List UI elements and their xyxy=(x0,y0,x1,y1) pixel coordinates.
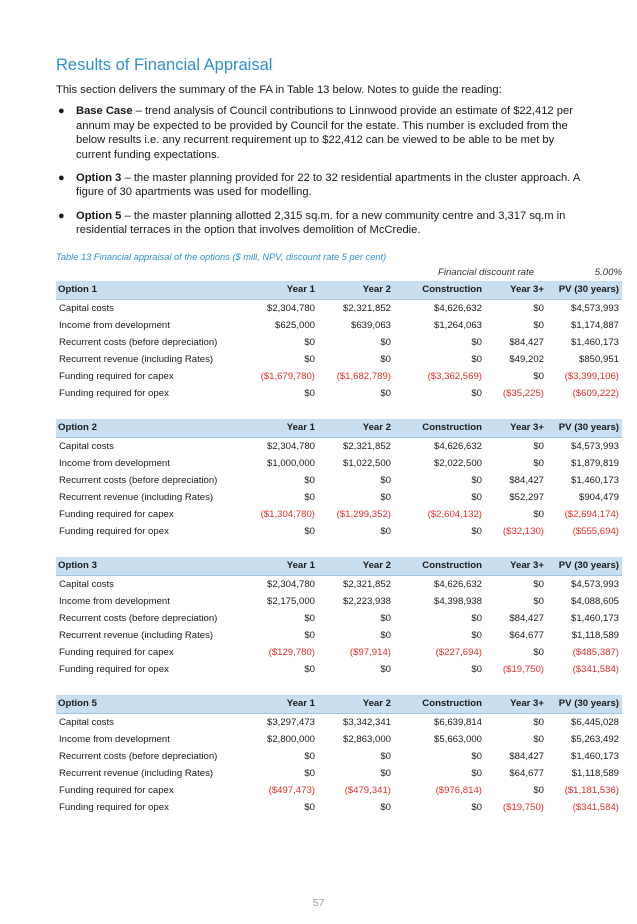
table-cell: $2,321,852 xyxy=(342,578,391,590)
table-caption: Table 13 Financial appraisal of the options ($ mill, NPV, discount rate 5 per cent) xyxy=(56,251,387,262)
table-cell: $0 xyxy=(471,629,482,641)
bullet-icon: ● xyxy=(58,171,65,184)
table-cell: $0 xyxy=(471,336,482,348)
table-cell: $0 xyxy=(380,474,391,486)
table-cell: $2,022,500 xyxy=(433,457,482,469)
row-label: Funding required for capex xyxy=(59,508,174,520)
table-cell: $4,398,938 xyxy=(433,595,482,607)
option-name: Option 1 xyxy=(56,281,238,300)
table-cell: $1,022,500 xyxy=(342,457,391,469)
column-header: Year 1 xyxy=(238,281,318,300)
table-cell: ($1,181,536) xyxy=(564,784,619,796)
table-cell: $84,427 xyxy=(509,612,544,624)
table-row xyxy=(56,368,622,385)
column-header: PV (30 years) xyxy=(547,419,622,438)
table-cell: $0 xyxy=(380,612,391,624)
column-header: PV (30 years) xyxy=(547,695,622,714)
row-label: Income from development xyxy=(59,457,170,469)
page-number: 57 xyxy=(312,897,325,909)
bullet-icon: ● xyxy=(58,209,65,222)
table-cell: $1,460,173 xyxy=(570,336,619,348)
table-cell: ($609,222) xyxy=(572,387,619,399)
table-cell: $3,297,473 xyxy=(266,716,315,728)
table-cell: $1,460,173 xyxy=(570,474,619,486)
table-cell: $1,879,819 xyxy=(570,457,619,469)
column-header: Construction xyxy=(394,557,485,576)
column-header: Year 3+ xyxy=(485,419,547,438)
table-cell: $0 xyxy=(533,457,544,469)
table-cell: ($2,604,132) xyxy=(427,508,482,520)
discount-rate-label: Financial discount rate xyxy=(438,266,534,278)
table-cell: ($2,694,174) xyxy=(564,508,619,520)
table-row xyxy=(56,437,622,455)
column-header: Year 1 xyxy=(238,557,318,576)
table-cell: $0 xyxy=(471,353,482,365)
table-cell: $0 xyxy=(380,336,391,348)
option-name: Option 5 xyxy=(56,695,238,714)
table-row xyxy=(56,489,622,506)
option-header-row xyxy=(56,695,622,714)
row-label: Income from development xyxy=(59,319,170,331)
bullet-icon: ● xyxy=(58,105,65,117)
table-cell: $639,063 xyxy=(350,319,391,331)
row-label: Recurrent costs (before depreciation) xyxy=(59,474,218,486)
table-cell: ($1,299,352) xyxy=(336,508,391,520)
table-cell: $2,304,780 xyxy=(266,440,315,452)
table-cell: ($129,780) xyxy=(268,646,315,658)
table-row xyxy=(56,575,622,593)
table-cell: ($227,694) xyxy=(435,646,482,658)
table-cell: $0 xyxy=(304,629,315,641)
table-row xyxy=(56,472,622,489)
table-cell: $4,626,632 xyxy=(433,578,482,590)
note-item xyxy=(56,104,586,162)
column-header: Year 2 xyxy=(318,419,394,438)
table-row xyxy=(56,593,622,610)
table-cell: $2,321,852 xyxy=(342,302,391,314)
column-header: Year 1 xyxy=(238,419,318,438)
row-label: Funding required for opex xyxy=(59,663,169,675)
table-cell: $64,677 xyxy=(509,767,544,779)
table-cell: $0 xyxy=(304,353,315,365)
table-cell: ($1,682,789) xyxy=(336,370,391,382)
table-cell: $850,951 xyxy=(578,353,619,365)
table-row xyxy=(56,644,622,661)
note-term: Base Case xyxy=(76,105,133,117)
row-label: Income from development xyxy=(59,733,170,745)
table-cell: ($3,362,569) xyxy=(427,370,482,382)
column-header: Construction xyxy=(394,281,485,300)
table-cell: $0 xyxy=(304,491,315,503)
table-cell: $0 xyxy=(471,750,482,762)
table-cell: $49,202 xyxy=(509,353,544,365)
table-row xyxy=(56,627,622,644)
table-row xyxy=(56,351,622,368)
discount-rate-value: 5.00% xyxy=(594,266,622,278)
row-label: Funding required for capex xyxy=(59,646,174,658)
table-cell: $0 xyxy=(471,767,482,779)
table-row xyxy=(56,455,622,472)
table-cell: $0 xyxy=(533,733,544,745)
table-cell: $0 xyxy=(533,440,544,452)
discount-rate-row xyxy=(56,267,622,281)
table-row xyxy=(56,782,622,799)
table-cell: $0 xyxy=(533,646,544,658)
table-cell: $1,174,887 xyxy=(570,319,619,331)
document-page xyxy=(56,56,622,816)
table-cell: $2,175,000 xyxy=(266,595,315,607)
table-cell: $0 xyxy=(380,491,391,503)
table-cell: $0 xyxy=(471,801,482,813)
note-term: Option 3 xyxy=(76,171,122,184)
table-cell: $84,427 xyxy=(509,474,544,486)
table-cell: $0 xyxy=(471,663,482,675)
table-cell: ($497,473) xyxy=(268,784,315,796)
column-header: Construction xyxy=(394,695,485,714)
table-cell: ($479,341) xyxy=(344,784,391,796)
table-cell: $64,677 xyxy=(509,629,544,641)
financial-appraisal-table xyxy=(56,281,622,816)
row-label: Capital costs xyxy=(59,578,114,590)
table-cell: $0 xyxy=(471,491,482,503)
table-cell: $0 xyxy=(380,525,391,537)
table-cell: $5,663,000 xyxy=(433,733,482,745)
table-cell: $6,445,028 xyxy=(570,716,619,728)
table-cell: $0 xyxy=(533,784,544,796)
table-cell: ($35,225) xyxy=(502,387,544,399)
table-cell: $0 xyxy=(471,612,482,624)
table-cell: $2,800,000 xyxy=(266,733,315,745)
table-cell: $904,479 xyxy=(578,491,619,503)
table-cell: ($485,387) xyxy=(572,646,619,658)
column-header: Year 2 xyxy=(318,281,394,300)
table-cell: $4,573,993 xyxy=(570,440,619,452)
table-cell: $0 xyxy=(304,612,315,624)
table-row xyxy=(56,299,622,317)
option-name: Option 3 xyxy=(56,557,238,576)
row-label: Recurrent costs (before depreciation) xyxy=(59,612,218,624)
table-row xyxy=(56,661,622,678)
table-cell: $0 xyxy=(304,525,315,537)
row-label: Funding required for opex xyxy=(59,525,169,537)
row-label: Funding required for opex xyxy=(59,387,169,399)
table-cell: ($32,130) xyxy=(502,525,544,537)
row-label: Funding required for capex xyxy=(59,370,174,382)
table-cell: ($976,814) xyxy=(435,784,482,796)
row-label: Funding required for capex xyxy=(59,784,174,796)
table-cell: $0 xyxy=(304,801,315,813)
option-header-row xyxy=(56,281,622,300)
row-label: Income from development xyxy=(59,595,170,607)
table-row xyxy=(56,799,622,816)
table-cell: ($3,399,106) xyxy=(564,370,619,382)
table-cell: ($555,694) xyxy=(572,525,619,537)
table-cell: $0 xyxy=(380,353,391,365)
table-cell: $0 xyxy=(533,370,544,382)
row-label: Recurrent revenue (including Rates) xyxy=(59,353,214,365)
note-term: Option 5 xyxy=(76,209,122,222)
section-title: Results of Financial Appraisal xyxy=(56,56,273,74)
table-cell: $0 xyxy=(380,801,391,813)
table-cell: $2,223,938 xyxy=(342,595,391,607)
table-row xyxy=(56,748,622,765)
option-header-row xyxy=(56,419,622,438)
table-row xyxy=(56,523,622,540)
table-cell: $0 xyxy=(380,387,391,399)
table-cell: $0 xyxy=(304,387,315,399)
table-cell: $0 xyxy=(471,387,482,399)
section-spacer xyxy=(56,402,622,419)
table-cell: $0 xyxy=(304,474,315,486)
table-cell: $0 xyxy=(533,716,544,728)
table-cell: $4,626,632 xyxy=(433,302,482,314)
table-cell: $52,297 xyxy=(509,491,544,503)
table-cell: $1,118,589 xyxy=(571,767,619,779)
column-header: Year 3+ xyxy=(485,281,547,300)
table-cell: $0 xyxy=(380,663,391,675)
table-cell: $0 xyxy=(533,508,544,520)
table-row xyxy=(56,610,622,627)
note-text: – trend analysis of Council contributions to Linnwood provide an estimate of $22,412 per annum may be expected to be provided by Council for the estate. This number is excluded from the below results i.e. any recurrent requirement up to $22,412 can be viewed to be able to be met by current funding expectations. xyxy=(76,105,573,161)
row-label: Recurrent revenue (including Rates) xyxy=(59,491,214,503)
table-cell: $625,000 xyxy=(274,319,315,331)
column-header: Year 2 xyxy=(318,557,394,576)
table-cell: ($341,584) xyxy=(572,801,619,813)
table-row xyxy=(56,334,622,351)
row-label: Recurrent revenue (including Rates) xyxy=(59,629,214,641)
table-cell: ($1,679,780) xyxy=(260,370,315,382)
table-cell: $2,304,780 xyxy=(266,578,315,590)
table-cell: $0 xyxy=(304,750,315,762)
table-cell: ($19,750) xyxy=(502,801,544,813)
note-item xyxy=(56,209,586,238)
table-cell: $0 xyxy=(380,629,391,641)
table-cell: $84,427 xyxy=(509,750,544,762)
table-cell: ($341,584) xyxy=(572,663,619,675)
table-cell: $0 xyxy=(533,302,544,314)
table-cell: $0 xyxy=(304,336,315,348)
row-label: Capital costs xyxy=(59,716,114,728)
section-spacer xyxy=(56,678,622,695)
table-cell: $4,573,993 xyxy=(570,302,619,314)
table-cell: $0 xyxy=(304,663,315,675)
row-label: Recurrent costs (before depreciation) xyxy=(59,750,218,762)
table-cell: $0 xyxy=(304,767,315,779)
table-cell: ($97,914) xyxy=(349,646,391,658)
table-cell: $5,263,492 xyxy=(570,733,619,745)
note-text: – the master planning provided for 22 to 32 residential apartments in the cluster approach. A figure of 30 apartments was used for modelling. xyxy=(76,171,580,199)
notes-list xyxy=(56,104,586,238)
table-cell: $0 xyxy=(471,474,482,486)
table-row xyxy=(56,317,622,334)
table-cell: $1,460,173 xyxy=(570,612,619,624)
row-label: Funding required for opex xyxy=(59,801,169,813)
table-row xyxy=(56,713,622,731)
note-text: – the master planning allotted 2,315 sq.m. for a new community centre and 3,317 sq.m in residential terraces in the option that involves demolition of McCredie. xyxy=(76,209,566,237)
table-cell: ($19,750) xyxy=(502,663,544,675)
table-cell: $4,573,993 xyxy=(570,578,619,590)
column-header: Year 3+ xyxy=(485,695,547,714)
table-cell: $0 xyxy=(533,578,544,590)
table-row xyxy=(56,765,622,782)
table-cell: $0 xyxy=(471,525,482,537)
note-item xyxy=(56,171,586,200)
column-header: PV (30 years) xyxy=(547,557,622,576)
table-cell: $4,088,605 xyxy=(570,595,619,607)
row-label: Recurrent revenue (including Rates) xyxy=(59,767,214,779)
column-header: Year 1 xyxy=(238,695,318,714)
column-header: Year 2 xyxy=(318,695,394,714)
row-label: Capital costs xyxy=(59,302,114,314)
table-row xyxy=(56,506,622,523)
column-header: Construction xyxy=(394,419,485,438)
table-cell: $2,863,000 xyxy=(342,733,391,745)
table-cell: $2,304,780 xyxy=(266,302,315,314)
table-cell: ($1,304,780) xyxy=(260,508,315,520)
table-cell: $0 xyxy=(380,750,391,762)
row-label: Capital costs xyxy=(59,440,114,452)
table-cell: $2,321,852 xyxy=(342,440,391,452)
table-cell: $84,427 xyxy=(509,336,544,348)
table-cell: $0 xyxy=(533,319,544,331)
table-cell: $0 xyxy=(380,767,391,779)
table-cell: $1,118,589 xyxy=(571,629,619,641)
table-cell: $1,460,173 xyxy=(570,750,619,762)
table-cell: $0 xyxy=(533,595,544,607)
table-row xyxy=(56,385,622,402)
row-label: Recurrent costs (before depreciation) xyxy=(59,336,218,348)
intro-paragraph: This section delivers the summary of the FA in Table 13 below. Notes to guide the reading: xyxy=(56,84,502,96)
section-spacer xyxy=(56,540,622,557)
table-cell: $1,264,063 xyxy=(433,319,482,331)
table-cell: $1,000,000 xyxy=(266,457,315,469)
table-cell: $3,342,341 xyxy=(342,716,391,728)
column-header: Year 3+ xyxy=(485,557,547,576)
option-name: Option 2 xyxy=(56,419,238,438)
table-cell: $4,626,632 xyxy=(433,440,482,452)
table-cell: $6,639,814 xyxy=(433,716,482,728)
table-row xyxy=(56,731,622,748)
option-header-row xyxy=(56,557,622,576)
column-header: PV (30 years) xyxy=(547,281,622,300)
